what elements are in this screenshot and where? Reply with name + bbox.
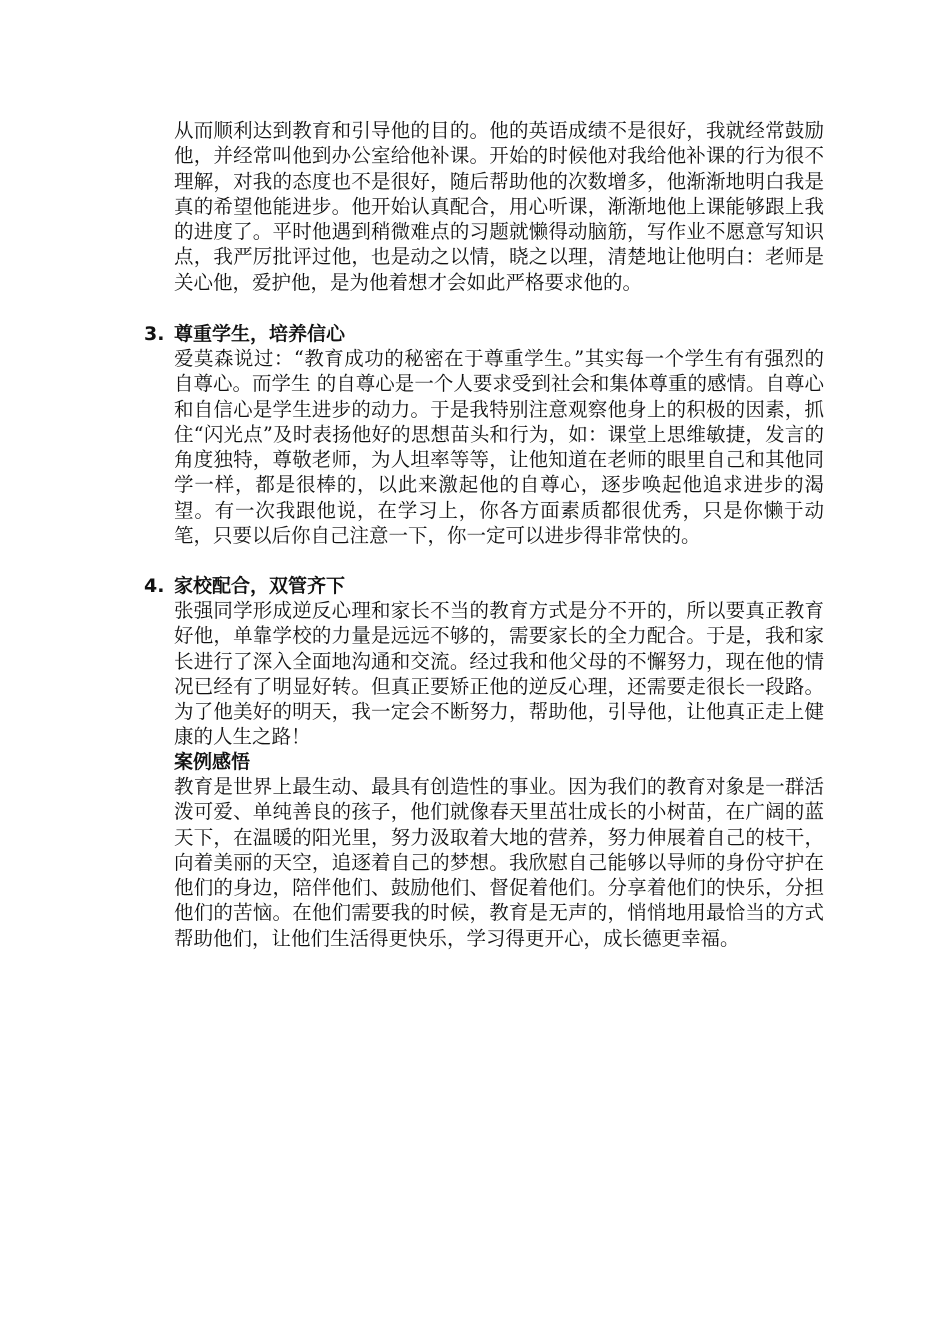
reflection-heading: 案例感悟 <box>174 751 251 773</box>
paragraph-respect: 爱莫森说过：“教育成功的秘密在于尊重学生。”其实每一个学生有有强烈的自尊心。而学生 的自尊心是一个人要求受到社会和集体尊重的感情。自尊心和自信心是学生进步的动力。于是我特别注意观察他身上的积极的因素，抓住“闪光点”及时表扬他好的思想苗头和行为，如：课堂上思维敏捷，发言的角度独特，尊敬老师，为人坦率等等，让他知道在老师的眼里自己和其他同学一样，都是很棒的，以此来激起他的自尊心，逐步唤起他追求进步的渴望。有一次我跟他说，在学习上，你各方面素质都很优秀，只是你懒于动笔，只要以后你自己注意一下，你一定可以进步得非常快的。 <box>174 347 824 548</box>
list-number: 3. <box>144 323 165 345</box>
paragraph-tutoring: 从而顺利达到教育和引导他的目的。他的英语成绩不是很好，我就经常鼓励他，并经常叫他到办公室给他补课。开始的时候他对我给他补课的行为很不理解，对我的态度也不是很好，随后帮助他的次数增多，他渐渐地明白我是真的希望他能进步。他开始认真配合，用心听课，渐渐地他上课能够跟上我的进度了。平时他遇到稍微难点的习题就懒得动脑筋，写作业不愿意写知识点，我严厉批评过他，也是动之以情，晓之以理，清楚地让他明白：老师是关心他，爱护他，是为他着想才会如此严格要求他的。 <box>174 119 824 294</box>
paragraph-reflection: 教育是世界上最生动、最具有创造性的事业。因为我们的教育对象是一群活泼可爱、单纯善良的孩子，他们就像春天里茁壮成长的小树苗，在广阔的蓝天下，在温暖的阳光里，努力汲取着大地的营养，努力伸展着自己的枝干，向着美丽的天空，追逐着自己的梦想。我欣慰自己能够以导师的身份守护在他们的身边，陪伴他们、鼓励他们、督促着他们。分享着他们的快乐，分担他们的苦恼。在他们需要我的时候，教育是无声的，悄悄地用最恰当的方式帮助他们，让他们生活得更快乐，学习得更开心，成长德更幸福。 <box>174 775 824 950</box>
paragraph-home-school: 张强同学形成逆反心理和家长不当的教育方式是分不开的，所以要真正教育好他，单靠学校的力量是远远不够的，需要家长的全力配合。于是，我和家长进行了深入全面地沟通和交流。经过我和他父母的不懈努力，现在他的情况已经有了明显好转。但真正要矫正他的逆反心理，还需要走很长一段路。为了他美好的明天，我一定会不断努力，帮助他，引导他，让他真正走上健康的人生之路！ <box>174 599 824 749</box>
heading-text: 家校配合，双管齐下 <box>174 575 346 597</box>
list-number: 4. <box>144 575 165 597</box>
heading-text: 尊重学生，培养信心 <box>174 323 346 345</box>
